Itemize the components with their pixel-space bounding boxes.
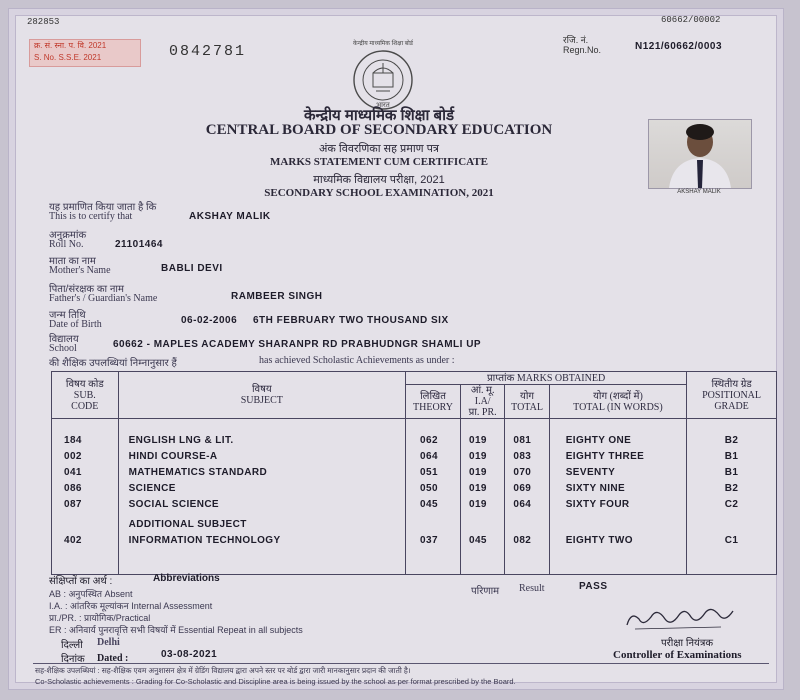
row-theory: 064 — [420, 451, 438, 462]
row-words: SIXTY NINE — [565, 483, 626, 494]
row-code: 184 — [64, 435, 82, 446]
row-subject: MATHEMATICS STANDARD — [128, 467, 268, 478]
achieved-hindi: की शैक्षिक उपलब्धियां निम्नानुसार हैं — [49, 358, 177, 369]
header-grade-english: POSITIONAL GRADE — [702, 389, 761, 412]
row-theory: 050 — [420, 483, 438, 494]
abbrev-ab: AB : अनुपस्थित Absent — [49, 589, 133, 599]
header-words-hindi: योग (शब्दों में) — [593, 390, 643, 402]
school-label: School — [49, 343, 77, 354]
header-words-english: TOTAL (IN WORDS) — [573, 401, 663, 413]
abbrev-pr: प्रा./PR. : प्रायोगिक/Practical — [49, 613, 151, 623]
header-marks-obtained — [406, 372, 687, 385]
roll-number: 21101464 — [115, 239, 163, 250]
header-theory-english: THEORY — [413, 401, 453, 413]
row-words: EIGHTY ONE — [565, 435, 632, 446]
row-ia: 019 — [468, 483, 487, 494]
school-hindi: विद्यालय — [49, 334, 79, 345]
cbse-logo — [343, 41, 423, 111]
roll-label: Roll No. — [49, 239, 84, 250]
row-grade: B1 — [724, 451, 739, 462]
photo-caption: AKSHAY MALIK — [677, 189, 721, 195]
row-grade: B1 — [724, 467, 739, 478]
row-theory: 051 — [420, 467, 438, 478]
place-hindi: दिल्ली — [61, 640, 83, 651]
certificate-number: 0842781 — [169, 43, 247, 60]
subjects-column — [118, 419, 405, 575]
roll-hindi: अनुक्रमांक — [49, 230, 87, 241]
abbrev-ia: I.A. : आंतरिक मूल्यांकन Internal Assessment — [49, 601, 213, 611]
additional-grade: C1 — [724, 535, 739, 546]
grade-column — [687, 419, 777, 575]
signature — [621, 601, 741, 635]
certificate-sheet — [8, 8, 784, 690]
abbrev-er: ER : अनिवार्य पुनरावृत्ति सभी विषयों में Essential Repeat in all subjects — [49, 625, 303, 635]
ia-column — [460, 419, 504, 575]
signature-icon — [621, 601, 741, 635]
additional-ia: 045 — [468, 535, 487, 546]
certify-label: This is to certify that — [49, 211, 133, 222]
row-subject: SOCIAL SCIENCE — [128, 499, 220, 510]
header-total-hindi: योग — [520, 390, 535, 402]
row-total: 083 — [513, 451, 532, 462]
additional-subject-label: ADDITIONAL SUBJECT — [128, 519, 247, 530]
exam-title-hindi: माध्यमिक विद्यालय परीक्षा, 2021 — [313, 174, 445, 186]
statement-title: MARKS STATEMENT CUM CERTIFICATE — [270, 156, 488, 168]
theory-column — [406, 419, 461, 575]
regn-label-hindi: रजि. नं. — [563, 35, 589, 45]
footer-english: Co-Scholastic achievements : Grading for Co-Scholastic and Discipline area is being issued by the school as per format prescribed by the Board. — [35, 677, 516, 686]
row-ia: 019 — [468, 451, 487, 462]
dob-label: Date of Birth — [49, 319, 102, 330]
red-stamp — [29, 39, 141, 67]
header-sub-code-english: SUB. CODE — [71, 389, 99, 412]
row-code: 002 — [64, 451, 82, 462]
words-column — [549, 419, 686, 575]
row-total: 069 — [513, 483, 532, 494]
additional-words: EIGHTY TWO — [565, 535, 633, 546]
student-photo — [648, 119, 752, 189]
person-photo-icon — [649, 120, 751, 188]
row-ia: 019 — [468, 435, 487, 446]
row-total: 064 — [513, 499, 532, 510]
header-marks-english: MARKS OBTAINED — [516, 372, 606, 384]
mother-name: BABLI DEVI — [161, 263, 223, 274]
footer-divider — [33, 663, 769, 664]
red-stamp-line1: क्र. सं. स्ना. प. वि. 2021 — [34, 41, 107, 50]
header-ia-english: I.A/ — [474, 396, 491, 407]
dob-hindi: जन्म तिथि — [49, 310, 86, 321]
row-grade: B2 — [724, 435, 739, 446]
row-total: 070 — [513, 467, 532, 478]
header-total-english: TOTAL — [511, 401, 543, 413]
row-grade: B2 — [724, 483, 739, 494]
controller-hindi: परीक्षा नियंत्रक — [661, 638, 714, 649]
serial-top-left: 282853 — [27, 17, 60, 27]
board-title: CENTRAL BOARD OF SECONDARY EDUCATION — [205, 122, 553, 138]
row-ia: 019 — [468, 467, 487, 478]
additional-code: 402 — [64, 535, 82, 546]
footer-hindi: सह-शैक्षिक उपलब्धियां : सह-शैक्षिक एवम अनुशासन क्षेत्र में ग्रेडिंग विद्यालय द्वारा अपने स्तर पर बोर्ड द्वारा जारी मानकानुसार प्रदान की जाती है। — [35, 666, 411, 675]
total-column — [505, 419, 549, 575]
row-total: 081 — [513, 435, 532, 446]
header-subject-hindi: विषय — [251, 384, 272, 395]
achieved-label: has achieved Scholastic Achievements as under : — [259, 355, 455, 366]
marks-table — [51, 371, 777, 575]
father-label: Father's / Guardian's Name — [49, 293, 158, 304]
father-name: RAMBEER SINGH — [231, 291, 323, 302]
header-ia-pr: प्रा. PR. — [468, 407, 497, 418]
header-theory-hindi: लिखित — [420, 390, 446, 402]
controller-label: Controller of Examinations — [613, 649, 742, 661]
row-words: EIGHTY THREE — [565, 451, 645, 462]
place: Delhi — [97, 637, 120, 648]
header-ia-hindi: आं. मू. — [470, 385, 495, 396]
additional-total: 082 — [513, 535, 532, 546]
school-name: 60662 - MAPLES ACADEMY SHARANPR RD PRABHUDNGR SHAMLI UP — [113, 339, 482, 350]
dated-hindi: दिनांक — [61, 654, 85, 665]
red-stamp-line2: S. No. S.S.E. 2021 — [34, 53, 102, 62]
row-theory: 062 — [420, 435, 438, 446]
header-grade-hindi: स्थितीय ग्रेड — [711, 378, 752, 390]
dob-value: 06-02-2006 — [181, 315, 238, 326]
certify-hindi: यह प्रमाणित किया जाता है कि — [49, 202, 157, 213]
mother-hindi: माता का नाम — [49, 256, 96, 267]
abbrev-title: Abbreviations — [153, 573, 220, 584]
logo-sub: भारत — [376, 102, 390, 109]
codes-column — [52, 419, 119, 575]
header-marks-hindi: प्राप्तांक — [486, 372, 515, 384]
serial-top-right: 60662/00002 — [661, 15, 721, 25]
header-sub-code — [52, 372, 119, 419]
regn-label: Regn.No. — [563, 45, 602, 55]
header-words — [549, 385, 686, 419]
header-total — [505, 385, 549, 419]
row-theory: 045 — [420, 499, 438, 510]
row-words: SIXTY FOUR — [565, 499, 630, 510]
header-subject-english: SUBJECT — [240, 395, 283, 406]
header-ia — [460, 385, 504, 419]
result-hindi: परिणाम — [471, 586, 500, 597]
exam-title: SECONDARY SCHOOL EXAMINATION, 2021 — [264, 187, 494, 199]
dob-words: 6TH FEBRUARY TWO THOUSAND SIX — [253, 315, 449, 326]
mother-label: Mother's Name — [49, 265, 111, 276]
row-subject: SCIENCE — [128, 483, 176, 494]
header-sub-code-hindi: विषय कोड — [65, 378, 104, 390]
father-hindi: पिता/संरक्षक का नाम — [49, 284, 124, 295]
issue-date: 03-08-2021 — [161, 649, 218, 660]
statement-title-hindi: अंक विवरणिका सह प्रमाण पत्र — [319, 143, 439, 155]
additional-theory: 037 — [420, 535, 438, 546]
row-code: 087 — [64, 499, 82, 510]
row-subject: HINDI COURSE-A — [128, 451, 218, 462]
row-subject: ENGLISH LNG & LIT. — [128, 435, 234, 446]
result-label: Result — [519, 583, 545, 594]
row-words: SEVENTY — [565, 467, 616, 478]
header-grade — [687, 372, 777, 419]
logo-text: केन्द्रीय माध्यमिक शिक्षा बोर्ड — [353, 41, 413, 47]
header-subject — [118, 372, 405, 419]
board-title-hindi: केन्द्रीय माध्यमिक शिक्षा बोर्ड — [304, 107, 454, 124]
dated-label: Dated : — [97, 653, 129, 664]
row-code: 041 — [64, 467, 82, 478]
row-ia: 019 — [468, 499, 487, 510]
regn-number: N121/60662/0003 — [635, 41, 723, 52]
abbrev-title-hindi: संक्षिप्तों का अर्थ : — [49, 576, 113, 587]
row-code: 086 — [64, 483, 82, 494]
header-theory — [406, 385, 461, 419]
additional-subject: INFORMATION TECHNOLOGY — [128, 535, 281, 546]
row-grade: C2 — [724, 499, 739, 510]
result-value: PASS — [579, 581, 608, 592]
student-name: AKSHAY MALIK — [189, 211, 271, 222]
